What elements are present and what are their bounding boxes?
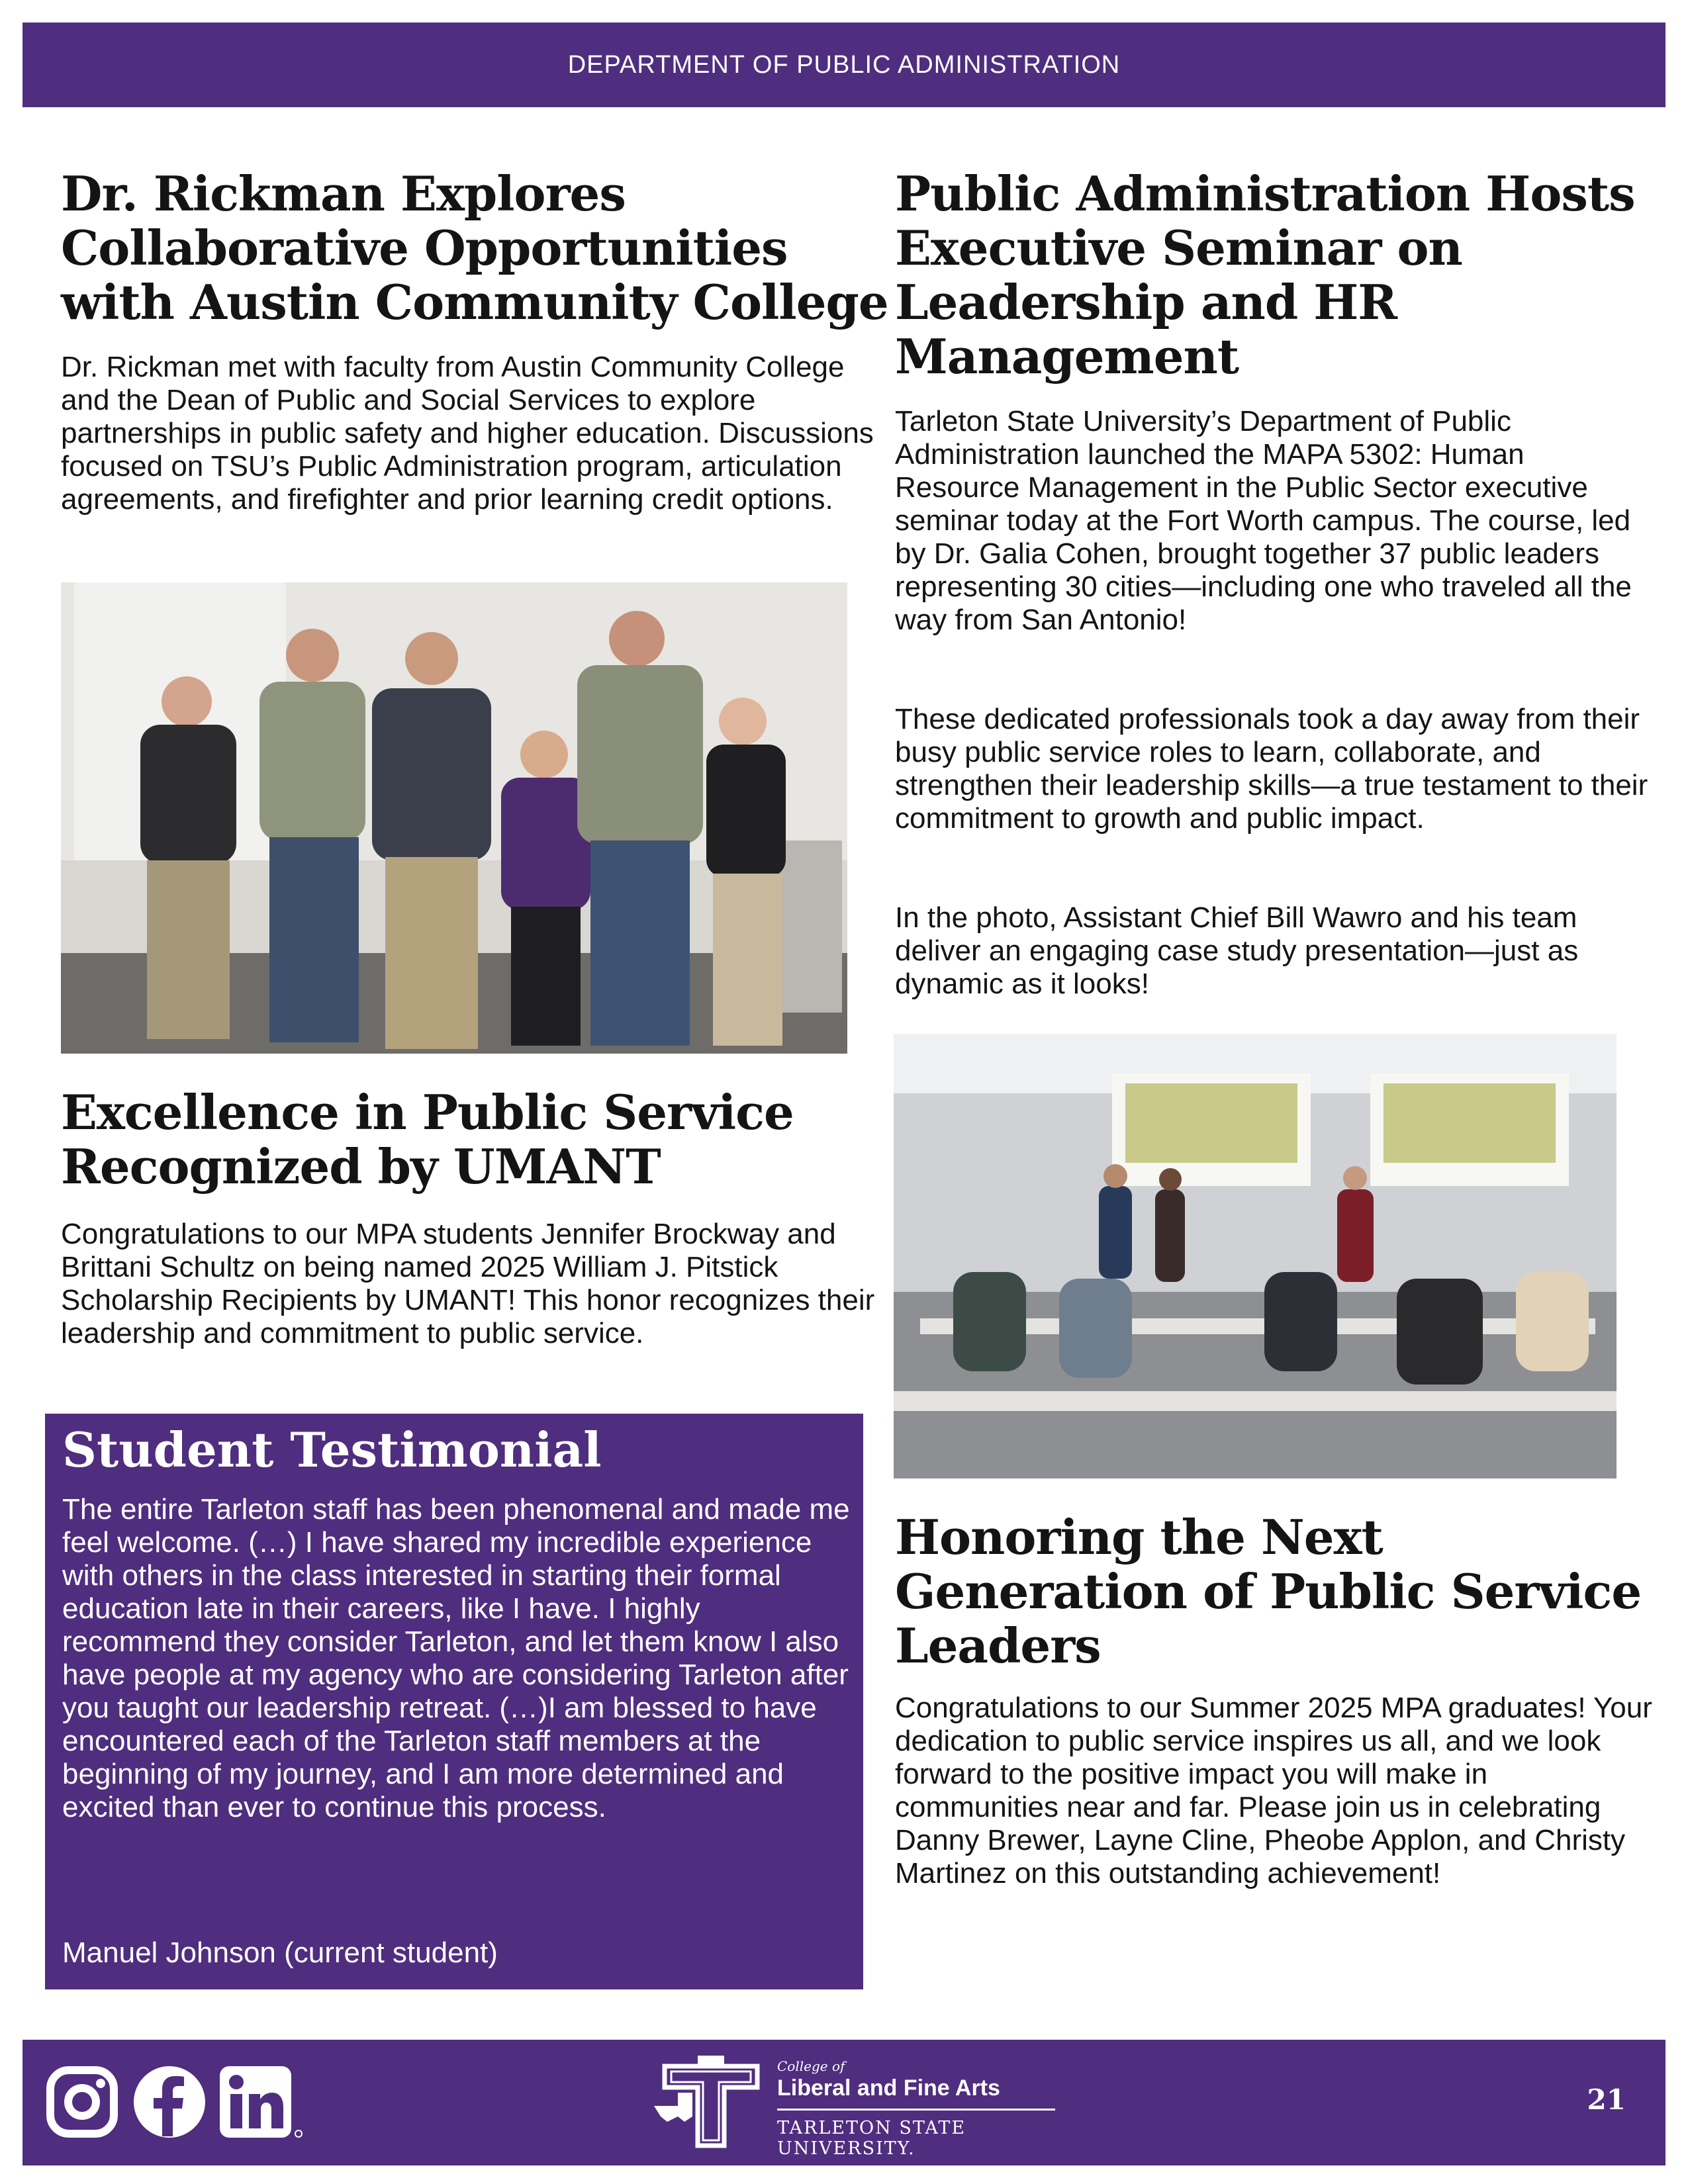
rickman-body: Dr. Rickman met with faculty from Austin Community College and the Dean of Public and Social Services to explore partnerships in public safety and higher education. Discussions focused on TSU’s Public Administration program, articulation agreements, and firefighter and prior learning credit options. [61, 351, 874, 516]
seminar-paragraph-2: These dedicated professionals took a day away from their busy public service roles to learn, collaborate, and strengthen their leadership skills—a true testament to their commitment to growth and public impact. [895, 703, 1648, 835]
testimonial-box [45, 1414, 863, 1989]
facebook-icon[interactable] [132, 2065, 207, 2142]
page-number: 21 [1587, 2083, 1626, 2116]
graduates-body: Congratulations to our Summer 2025 MPA graduates! Your dedication to public service inspires us all, and we look forward to the positive impact you will make in communities near and far. Please join us in celebrating Danny Brewer, Layne Cline, Pheobe Applon, and Christy Martinez on this outstanding achievement! [895, 1692, 1652, 1889]
classroom-photo [894, 1034, 1617, 1479]
testimonial-author: Manuel Johnson (current student) [62, 1936, 498, 1969]
instagram-icon[interactable] [45, 2065, 119, 2142]
department-title: DEPARTMENT OF PUBLIC ADMINISTRATION [567, 50, 1121, 79]
classroom-photo-illustration [894, 1034, 1617, 1479]
testimonial-title: Student Testimonial [62, 1422, 602, 1478]
logo-divider [777, 2109, 1055, 2111]
footer-bar [23, 2040, 1665, 2165]
umant-body: Congratulations to our MPA students Jennifer Brockway and Brittani Schultz on being named 2025 William J. Pitstick Scholarship Recipients by UMANT! This honor recognizes their leadership and commitment to public service. [61, 1218, 875, 1349]
group-photo [61, 582, 847, 1054]
header-bar [23, 23, 1665, 107]
testimonial-body: The entire Tarleton staff has been phenomenal and made me feel welcome. (…) I have shared my incredible experience with others in the class interested in starting their formal education late in their careers, like I have. I highly recommend they consider Tarleton, and let them know I also have people at my agency who are considering Tarleton after you taught our leadership retreat. (…)I am blessed to have encountered each of the Tarleton staff members at the beginning of my journey, and I am more determined and excited than ever to continue this process. [62, 1493, 850, 1823]
graduates-headline: Honoring the Next Generation of Public Service Leaders [895, 1509, 1642, 1674]
rickman-headline: Dr. Rickman Explores Collaborative Opportunities with Austin Community College [61, 165, 888, 330]
college-of-label: College of [777, 2058, 845, 2074]
umant-headline: Excellence in Public Service Recognized by UMANT [61, 1084, 794, 1195]
linkedin-icon[interactable] [218, 2065, 305, 2142]
group-photo-illustration [61, 582, 847, 1054]
college-name: Liberal and Fine Arts [777, 2075, 1000, 2101]
seminar-paragraph-3: In the photo, Assistant Chief Bill Wawro and his team deliver an engaging case study presentation—just as dynamic as it looks! [895, 901, 1579, 1000]
university-name: TARLETON STATE UNIVERSITY. [777, 2118, 966, 2159]
seminar-paragraph-1: Tarleton State University’s Department of Public Administration launched the MAPA 5302: Human Resource Management in the Public Sector executive seminar today at the Fort Worth campus. The course, led by Dr. Galia Cohen, brought together 37 public leaders representing 30 cities—including one who traveled all the way from San Antonio! [895, 405, 1632, 636]
college-logo [651, 2053, 1062, 2159]
seminar-headline: Public Administration Hosts Executive Seminar on Leadership and HR Management [895, 165, 1635, 385]
tarleton-t-icon [651, 2053, 771, 2152]
